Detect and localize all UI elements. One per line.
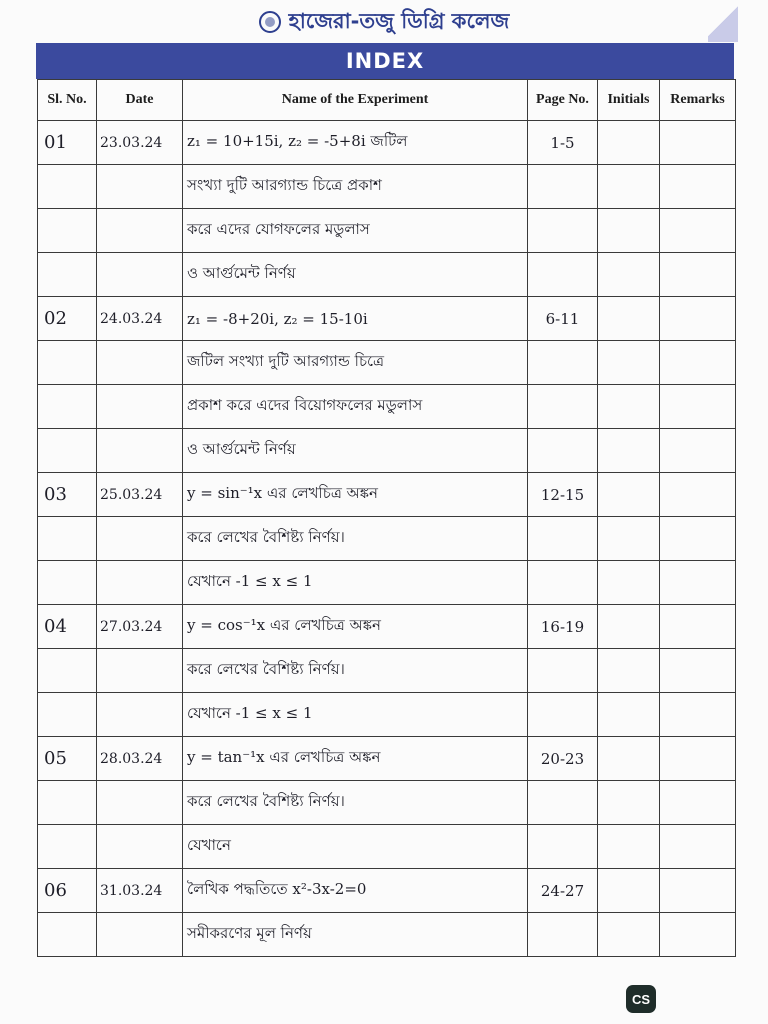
cell-page-no bbox=[528, 209, 598, 253]
camscanner-badge bbox=[626, 985, 656, 1013]
cell-remarks bbox=[660, 253, 736, 297]
table-row bbox=[38, 913, 736, 957]
cell-initials bbox=[598, 825, 660, 869]
table-row bbox=[38, 385, 736, 429]
table-header-row bbox=[38, 80, 736, 121]
cell-date: 28.03.24 bbox=[97, 737, 183, 781]
cell-date bbox=[97, 253, 183, 297]
cell-initials bbox=[598, 385, 660, 429]
cell-experiment-name: z₁ = 10+15i, z₂ = -5+8i জটিল bbox=[183, 121, 528, 165]
cell-initials bbox=[598, 253, 660, 297]
cell-remarks bbox=[660, 121, 736, 165]
column-header-remarks: Remarks bbox=[660, 80, 736, 121]
cell-date: 23.03.24 bbox=[97, 121, 183, 165]
cell-page-no bbox=[528, 693, 598, 737]
table-row bbox=[38, 605, 736, 649]
table-row bbox=[38, 693, 736, 737]
cell-experiment-name: সমীকরণের মূল নির্ণয় bbox=[183, 913, 528, 957]
cell-sl-no: 06 bbox=[38, 869, 97, 913]
cell-date bbox=[97, 209, 183, 253]
cell-initials bbox=[598, 473, 660, 517]
cell-date bbox=[97, 693, 183, 737]
cell-sl-no bbox=[38, 693, 97, 737]
cell-experiment-name: y = sin⁻¹x এর লেখচিত্র অঙ্কন bbox=[183, 473, 528, 517]
cell-sl-no bbox=[38, 385, 97, 429]
cell-initials bbox=[598, 649, 660, 693]
cell-remarks bbox=[660, 869, 736, 913]
column-header-initials: Initials bbox=[598, 80, 660, 121]
cell-date: 27.03.24 bbox=[97, 605, 183, 649]
cell-remarks bbox=[660, 605, 736, 649]
cell-initials bbox=[598, 165, 660, 209]
cell-page-no bbox=[528, 561, 598, 605]
table-row bbox=[38, 429, 736, 473]
cell-initials bbox=[598, 297, 660, 341]
cell-sl-no bbox=[38, 209, 97, 253]
cell-date bbox=[97, 913, 183, 957]
cell-experiment-name: করে লেখের বৈশিষ্ট্য নির্ণয়। bbox=[183, 517, 528, 561]
cell-date: 25.03.24 bbox=[97, 473, 183, 517]
cell-date bbox=[97, 781, 183, 825]
cell-remarks bbox=[660, 341, 736, 385]
cell-experiment-name: করে এদের যোগফলের মডুলাস bbox=[183, 209, 528, 253]
cell-sl-no bbox=[38, 913, 97, 957]
cell-initials bbox=[598, 605, 660, 649]
cell-page-no bbox=[528, 385, 598, 429]
cell-date bbox=[97, 561, 183, 605]
cell-date bbox=[97, 649, 183, 693]
cell-sl-no bbox=[38, 429, 97, 473]
cell-experiment-name: জটিল সংখ্যা দুটি আরগ্যান্ড চিত্রে bbox=[183, 341, 528, 385]
cell-date bbox=[97, 341, 183, 385]
cell-date bbox=[97, 517, 183, 561]
cell-sl-no bbox=[38, 517, 97, 561]
column-header-sl: Sl. No. bbox=[38, 80, 97, 121]
cell-initials bbox=[598, 913, 660, 957]
cell-page-no bbox=[528, 253, 598, 297]
cell-initials bbox=[598, 121, 660, 165]
cell-remarks bbox=[660, 649, 736, 693]
cell-experiment-name: করে লেখের বৈশিষ্ট্য নির্ণয়। bbox=[183, 649, 528, 693]
cell-sl-no bbox=[38, 341, 97, 385]
college-seal-icon bbox=[259, 11, 281, 33]
cell-remarks bbox=[660, 517, 736, 561]
cell-initials bbox=[598, 693, 660, 737]
table-row bbox=[38, 297, 736, 341]
cell-experiment-name: y = tan⁻¹x এর লেখচিত্র অঙ্কন bbox=[183, 737, 528, 781]
cell-initials bbox=[598, 341, 660, 385]
table-row bbox=[38, 121, 736, 165]
cell-page-no bbox=[528, 913, 598, 957]
cell-page-no: 1-5 bbox=[528, 121, 598, 165]
cell-sl-no: 05 bbox=[38, 737, 97, 781]
cell-sl-no: 01 bbox=[38, 121, 97, 165]
cell-sl-no bbox=[38, 253, 97, 297]
table-row bbox=[38, 737, 736, 781]
column-header-page: Page No. bbox=[528, 80, 598, 121]
cell-page-no bbox=[528, 649, 598, 693]
cell-experiment-name: ও আর্গুমেন্ট নির্ণয় bbox=[183, 253, 528, 297]
cell-page-no bbox=[528, 429, 598, 473]
cell-page-no bbox=[528, 781, 598, 825]
index-title: INDEX bbox=[345, 49, 425, 73]
cell-page-no bbox=[528, 341, 598, 385]
cell-initials bbox=[598, 517, 660, 561]
cell-remarks bbox=[660, 781, 736, 825]
table-row bbox=[38, 165, 736, 209]
cell-remarks bbox=[660, 429, 736, 473]
table-row bbox=[38, 649, 736, 693]
cell-date bbox=[97, 825, 183, 869]
college-header bbox=[0, 4, 768, 40]
table-row bbox=[38, 517, 736, 561]
cell-remarks bbox=[660, 825, 736, 869]
cell-initials bbox=[598, 209, 660, 253]
table-row bbox=[38, 825, 736, 869]
cell-sl-no bbox=[38, 165, 97, 209]
cell-date: 31.03.24 bbox=[97, 869, 183, 913]
cell-sl-no: 03 bbox=[38, 473, 97, 517]
cell-page-no: 24-27 bbox=[528, 869, 598, 913]
index-title-bar bbox=[36, 43, 734, 79]
college-name: হাজেরা-তজু ডিগ্রি কলেজ bbox=[288, 8, 510, 33]
cell-page-no bbox=[528, 825, 598, 869]
cell-sl-no bbox=[38, 825, 97, 869]
cell-remarks bbox=[660, 561, 736, 605]
cell-page-no: 16-19 bbox=[528, 605, 598, 649]
cell-initials bbox=[598, 737, 660, 781]
cell-sl-no: 02 bbox=[38, 297, 97, 341]
cell-experiment-name: প্রকাশ করে এদের বিয়োগফলের মডুলাস bbox=[183, 385, 528, 429]
table-row bbox=[38, 781, 736, 825]
table-row bbox=[38, 341, 736, 385]
cell-page-no: 20-23 bbox=[528, 737, 598, 781]
table-row bbox=[38, 869, 736, 913]
cell-experiment-name: ও আর্গুমেন্ট নির্ণয় bbox=[183, 429, 528, 473]
cell-sl-no bbox=[38, 649, 97, 693]
cell-remarks bbox=[660, 385, 736, 429]
cell-experiment-name: যেখানে -1 ≤ x ≤ 1 bbox=[183, 561, 528, 605]
cell-experiment-name: যেখানে bbox=[183, 825, 528, 869]
cell-page-no bbox=[528, 165, 598, 209]
cell-initials bbox=[598, 869, 660, 913]
cell-experiment-name: y = cos⁻¹x এর লেখচিত্র অঙ্কন bbox=[183, 605, 528, 649]
cell-remarks bbox=[660, 165, 736, 209]
cell-page-no: 6-11 bbox=[528, 297, 598, 341]
cell-experiment-name: সংখ্যা দুটি আরগ্যান্ড চিত্রে প্রকাশ bbox=[183, 165, 528, 209]
cell-page-no: 12-15 bbox=[528, 473, 598, 517]
cell-remarks bbox=[660, 693, 736, 737]
cell-date bbox=[97, 429, 183, 473]
table-row bbox=[38, 561, 736, 605]
table-row bbox=[38, 253, 736, 297]
table-row bbox=[38, 473, 736, 517]
cell-sl-no: 04 bbox=[38, 605, 97, 649]
index-table bbox=[37, 79, 736, 957]
cell-remarks bbox=[660, 473, 736, 517]
cell-date bbox=[97, 165, 183, 209]
cell-sl-no bbox=[38, 781, 97, 825]
camscanner-badge-label: CS bbox=[631, 991, 651, 1007]
column-header-name: Name of the Experiment bbox=[183, 80, 528, 121]
column-header-date: Date bbox=[97, 80, 183, 121]
cell-experiment-name: z₁ = -8+20i, z₂ = 15-10i bbox=[183, 297, 528, 341]
cell-page-no bbox=[528, 517, 598, 561]
cell-remarks bbox=[660, 737, 736, 781]
cell-initials bbox=[598, 781, 660, 825]
cell-date bbox=[97, 385, 183, 429]
cell-experiment-name: করে লেখের বৈশিষ্ট্য নির্ণয়। bbox=[183, 781, 528, 825]
cell-remarks bbox=[660, 297, 736, 341]
cell-remarks bbox=[660, 209, 736, 253]
table-row bbox=[38, 209, 736, 253]
cell-date: 24.03.24 bbox=[97, 297, 183, 341]
cell-sl-no bbox=[38, 561, 97, 605]
cell-experiment-name: যেখানে -1 ≤ x ≤ 1 bbox=[183, 693, 528, 737]
cell-remarks bbox=[660, 913, 736, 957]
cell-experiment-name: লৈখিক পদ্ধতিতে x²-3x-2=0 bbox=[183, 869, 528, 913]
cell-initials bbox=[598, 429, 660, 473]
cell-initials bbox=[598, 561, 660, 605]
